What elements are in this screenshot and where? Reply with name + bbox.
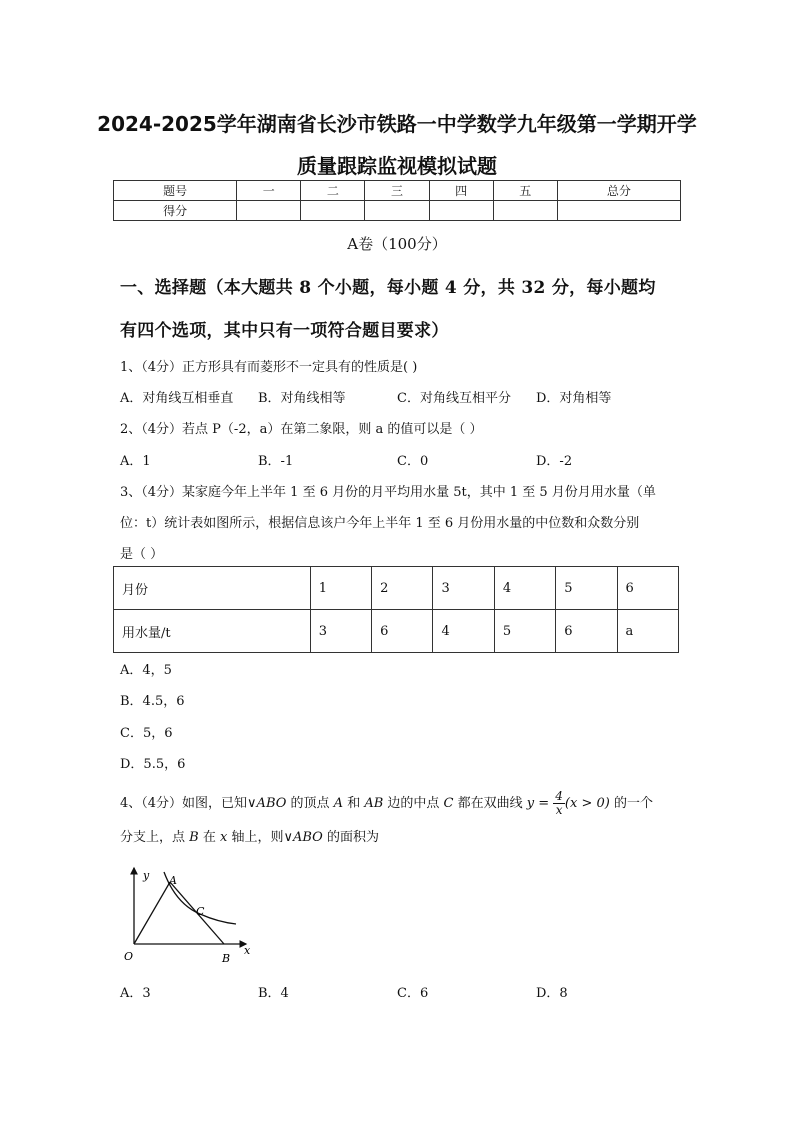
option-b: B．-1 bbox=[258, 454, 294, 469]
usage-cell: 5 bbox=[494, 610, 555, 653]
question-4-options bbox=[120, 982, 680, 1000]
score-header-cell: 三 bbox=[365, 181, 429, 201]
q4-point-c: C bbox=[443, 796, 454, 811]
score-header-cell: 总分 bbox=[557, 181, 680, 201]
score-table-score-row bbox=[114, 201, 681, 221]
usage-cell: 6 bbox=[556, 610, 617, 653]
water-usage-table bbox=[113, 566, 679, 653]
label-b: B bbox=[222, 952, 231, 965]
q4-text: 和 bbox=[343, 796, 365, 811]
usage-cell: 6 bbox=[372, 610, 433, 653]
question-1-options bbox=[120, 387, 680, 405]
option-c: C．对角线互相平分 bbox=[397, 391, 511, 406]
q4-text: 在 bbox=[198, 830, 220, 845]
usage-cell: 4 bbox=[433, 610, 494, 653]
score-cell bbox=[429, 201, 493, 221]
option-a: A．1 bbox=[120, 454, 151, 469]
score-cell bbox=[301, 201, 365, 221]
q4-text: 4、（4分）如图，已知 bbox=[120, 796, 248, 811]
option-d: D．8 bbox=[536, 986, 568, 1001]
month-cell: 2 bbox=[372, 567, 433, 610]
q4-point-b: B bbox=[189, 830, 199, 845]
q4-segment-ab: AB bbox=[364, 796, 384, 811]
table-row-months bbox=[114, 567, 679, 610]
option-b: B．对角线相等 bbox=[258, 391, 346, 406]
q4-fraction-numerator: 4 bbox=[555, 789, 563, 803]
option-d: D．对角相等 bbox=[536, 391, 612, 406]
option-a: A．对角线互相垂直 bbox=[120, 391, 234, 406]
option-c: C．0 bbox=[397, 454, 429, 469]
q4-point-a: A bbox=[333, 796, 344, 811]
exam-title-line2: 质量跟踪监视模拟试题 bbox=[297, 154, 497, 178]
label-c: C bbox=[196, 905, 205, 918]
exam-title-line1: 2024-2025学年湖南省长沙市铁路一中学数学九年级第一学期开学 bbox=[97, 112, 697, 136]
q4-text: 边的中点 bbox=[383, 796, 444, 811]
score-header-cell: 五 bbox=[493, 181, 557, 201]
q4-equation-condition: (x > 0) bbox=[564, 796, 610, 811]
q4-text: 的顶点 bbox=[286, 796, 334, 811]
q4-fraction bbox=[553, 790, 565, 817]
month-cell: 6 bbox=[617, 567, 678, 610]
label-a: A bbox=[169, 874, 177, 887]
score-cell bbox=[557, 201, 680, 221]
score-cell bbox=[365, 201, 429, 221]
score-header-cell: 一 bbox=[237, 181, 301, 201]
q4-text: 轴上，则 bbox=[227, 830, 284, 845]
question-4-stem-line2 bbox=[120, 826, 379, 845]
q4-triangle-symbol: ∨ABO bbox=[247, 796, 287, 811]
section-one-heading-line2: 有四个选项，其中只有一项符合题目要求） bbox=[120, 321, 449, 341]
option-b: B．4 bbox=[258, 986, 289, 1001]
question-3-option-a: A．4，5 bbox=[120, 663, 172, 678]
label-o: O bbox=[124, 950, 134, 963]
score-table-header-row bbox=[114, 181, 681, 201]
q4-fraction-denominator: x bbox=[555, 803, 563, 817]
label-x: x bbox=[244, 944, 251, 957]
table-row-usage bbox=[114, 610, 679, 653]
q4-equation-lhs: y = bbox=[526, 796, 554, 811]
option-a: A．3 bbox=[120, 986, 151, 1001]
month-cell: 5 bbox=[556, 567, 617, 610]
score-header-cell: 题号 bbox=[114, 181, 237, 201]
section-a-heading: A卷（100分） bbox=[347, 235, 447, 253]
question-3-option-c: C．5，6 bbox=[120, 726, 173, 741]
question-3-option-b: B．4.5，6 bbox=[120, 694, 185, 709]
month-cell: 1 bbox=[310, 567, 371, 610]
q4-triangle-symbol: ∨ABO bbox=[283, 830, 323, 845]
q4-text: 的一个 bbox=[609, 796, 653, 811]
month-label-cell: 月份 bbox=[114, 567, 311, 610]
question-3-option-d: D．5.5，6 bbox=[120, 757, 186, 772]
q4-text: 的面积为 bbox=[322, 830, 379, 845]
option-d: D．-2 bbox=[536, 454, 573, 469]
score-header-cell: 四 bbox=[429, 181, 493, 201]
usage-cell: a bbox=[617, 610, 678, 653]
label-y: y bbox=[143, 869, 150, 882]
score-cell bbox=[237, 201, 301, 221]
month-cell: 3 bbox=[433, 567, 494, 610]
question-2-options bbox=[120, 450, 680, 468]
q4-x-axis-symbol: x bbox=[219, 830, 228, 845]
usage-label-cell: 用水量/t bbox=[114, 610, 311, 653]
question-1-stem: 1、（4分）正方形具有而菱形不一定具有的性质是( ) bbox=[120, 360, 418, 375]
score-cell bbox=[493, 201, 557, 221]
score-table bbox=[113, 180, 681, 221]
month-cell: 4 bbox=[494, 567, 555, 610]
q4-text: 都在双曲线 bbox=[453, 796, 527, 811]
question-3-stem-line1: 3、（4分）某家庭今年上半年 1 至 6 月份的月平均用水量 5t，其中 1 至 5 月份月用水量（单 bbox=[120, 485, 656, 500]
question-3-stem-line3: 是（ ） bbox=[120, 547, 164, 562]
score-header-cell: 二 bbox=[301, 181, 365, 201]
hyperbola-triangle-figure bbox=[118, 862, 258, 970]
q4-text: 分支上，点 bbox=[120, 830, 190, 845]
question-2-stem: 2、（4分）若点 P（-2，a）在第二象限，则 a 的值可以是（ ） bbox=[120, 422, 483, 437]
score-row-label: 得分 bbox=[114, 201, 237, 221]
question-3-stem-line2: 位：t）统计表如图所示，根据信息该户今年上半年 1 至 6 月份用水量的中位数和众数分别 bbox=[120, 516, 640, 531]
option-c: C．6 bbox=[397, 986, 429, 1001]
question-4-stem-line1 bbox=[120, 790, 653, 817]
segment-oa bbox=[134, 882, 170, 944]
section-one-heading-line1: 一、选择题（本大题共 8 个小题，每小题 4 分，共 32 分，每小题均 bbox=[120, 278, 656, 298]
usage-cell: 3 bbox=[310, 610, 371, 653]
